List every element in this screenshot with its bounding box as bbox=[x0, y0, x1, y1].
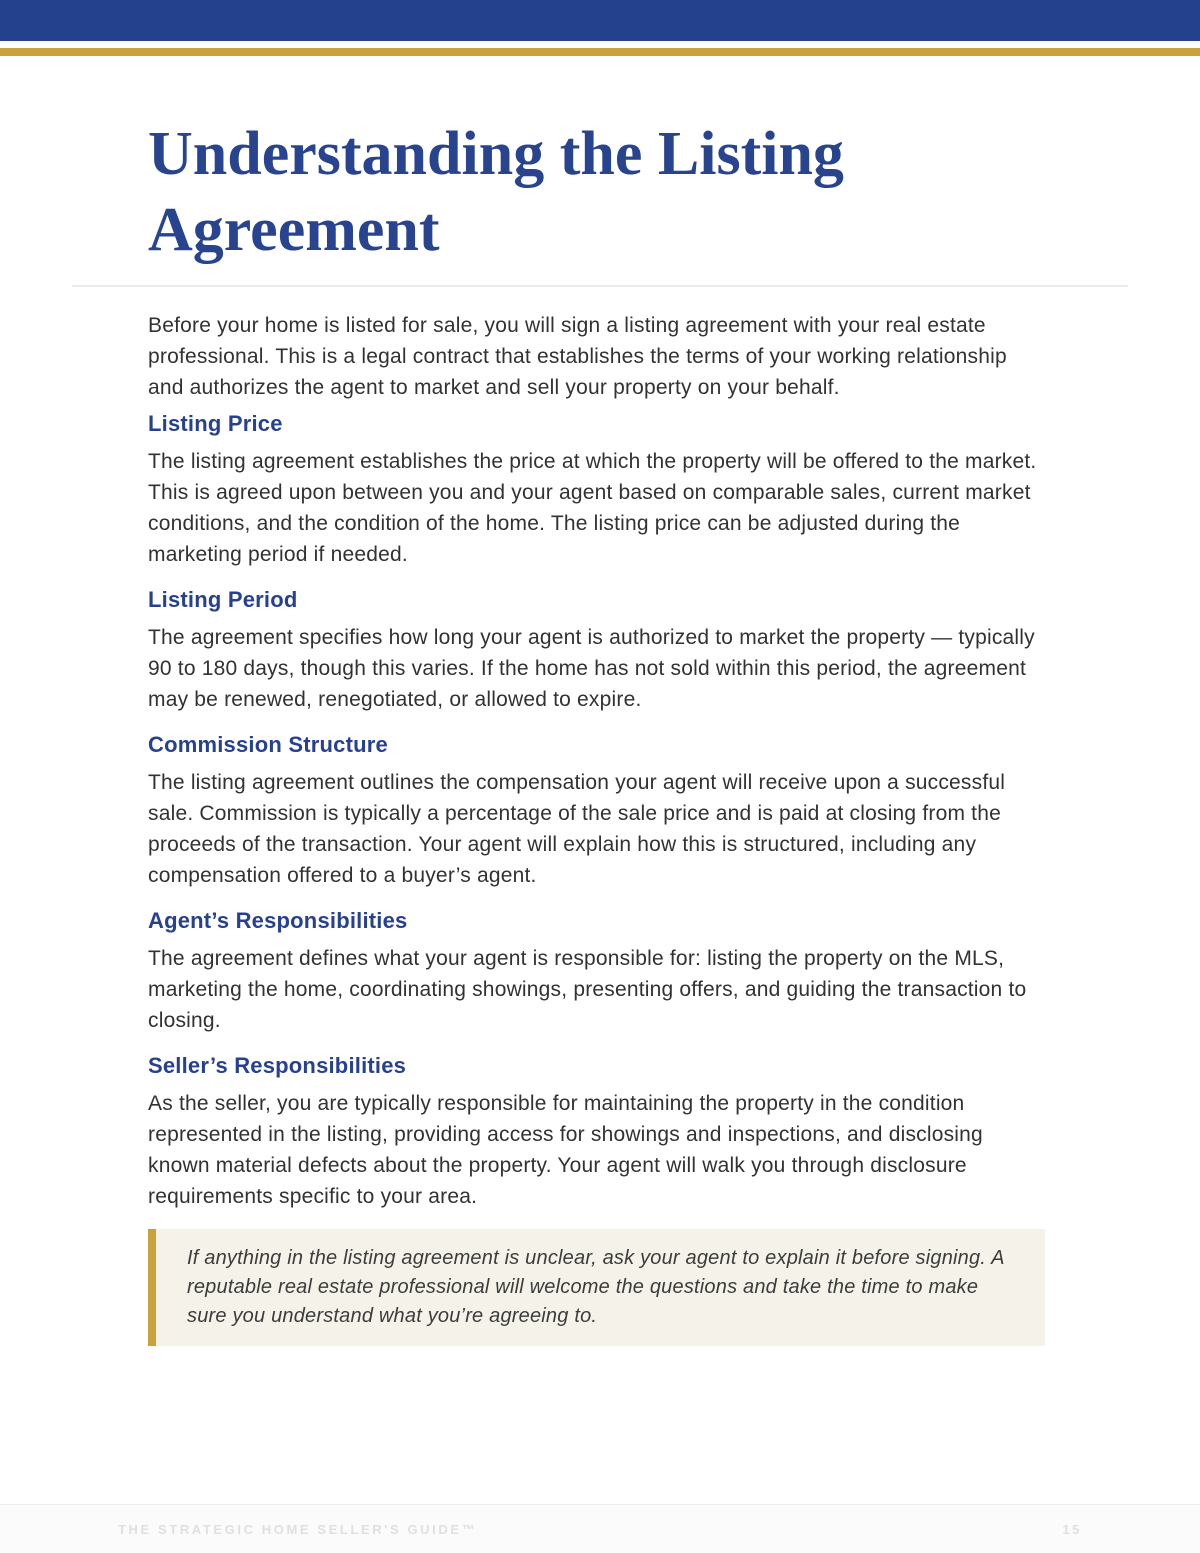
section-body: The agreement specifies how long your agent is authorized to market the property — typically 90 to 180 days, though this varies. If the home has not sold within this period, the agreement may be renewed, renegotiated, or allowed to expire. bbox=[148, 626, 1035, 711]
section-body: The listing agreement establishes the price at which the property will be offered to the market. This is agreed upon between you and your agent based on comparable sales, current market conditions, and the condition of the home. The listing price can be adjusted during the marketing period if needed. bbox=[148, 450, 1037, 566]
section-heading: Listing Period bbox=[148, 587, 298, 612]
footer-page-number: 15 bbox=[1062, 1521, 1082, 1537]
section-body: The agreement defines what your agent is responsible for: listing the property on the MLS, marketing the home, coordinating showings, presenting offers, and guiding the transaction to closing. bbox=[148, 947, 1027, 1032]
section-heading: Commission Structure bbox=[148, 732, 388, 757]
section-heading: Listing Price bbox=[148, 411, 283, 436]
page-content bbox=[148, 0, 1048, 1346]
section-listing-price bbox=[148, 411, 1048, 570]
section-listing-period bbox=[148, 587, 1048, 715]
section-heading: Agent’s Responsibilities bbox=[148, 908, 408, 933]
section-body: As the seller, you are typically responsible for maintaining the property in the condition represented in the listing, providing access for showings and inspections, and disclosing known material defects about the property. Your agent will walk you through disclosure requirements specific to your area. bbox=[148, 1092, 983, 1208]
section-agents-responsibilities bbox=[148, 908, 1048, 1036]
advice-callout-text: If anything in the listing agreement is unclear, ask your agent to explain it before signing. A reputable real estate professional will welcome the questions and take the time to make sure you understand what you’re agreeing to. bbox=[187, 1247, 1004, 1327]
section-commission-structure bbox=[148, 732, 1048, 891]
footer-guide-title: THE STRATEGIC HOME SELLER'S GUIDE™ bbox=[118, 1521, 478, 1537]
section-sellers-responsibilities bbox=[148, 1053, 1048, 1212]
intro-paragraph: Before your home is listed for sale, you will sign a listing agreement with your real estate professional. This is a legal contract that establishes the terms of your working relationship and authorizes the agent to market and sell your property on your behalf. bbox=[148, 314, 1007, 399]
advice-callout bbox=[148, 1229, 1045, 1346]
section-body: The listing agreement outlines the compensation your agent will receive upon a successful sale. Commission is typically a percentage of the sale price and is paid at closing from the proceeds of the transaction. Your agent will explain how this is structured, including any compensation offered to a buyer’s agent. bbox=[148, 771, 1006, 887]
page-footer bbox=[0, 1504, 1200, 1553]
page-title: Understanding the Listing Agreement bbox=[148, 120, 844, 264]
section-heading: Seller’s Responsibilities bbox=[148, 1053, 407, 1078]
